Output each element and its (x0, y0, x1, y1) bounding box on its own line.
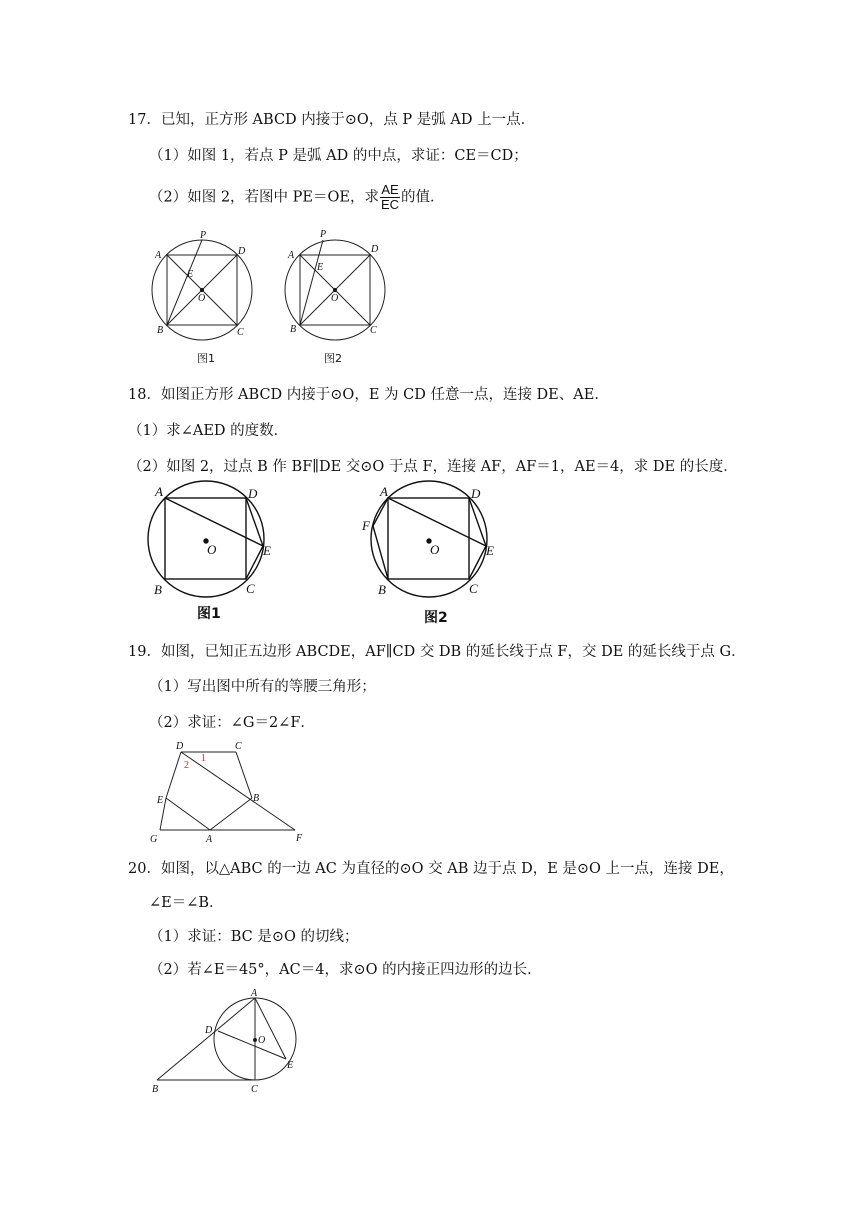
label-B: B (290, 324, 297, 335)
label-A: A (206, 834, 213, 845)
fig-caption: 图1 (197, 352, 215, 365)
q18-part1: （1）求∠AED 的度数． (128, 423, 289, 439)
label-O: O (207, 542, 217, 557)
label-C: C (246, 581, 255, 596)
label-B: B (152, 1084, 159, 1095)
label-D: D (238, 246, 246, 257)
label-O: O (258, 1035, 266, 1046)
q17-fraction: $\frac{AE}{EC}$ (380, 182, 400, 212)
label-E: E (287, 1060, 294, 1071)
label-F: F (362, 518, 370, 533)
label-F: F (296, 833, 303, 844)
label-A: A (380, 484, 388, 499)
label-E: E (486, 543, 494, 558)
q20-part1: （1）求证：BC 是⊙O 的切线； (149, 929, 359, 945)
angle-label-2: 2 (184, 760, 189, 771)
label-E: E (157, 795, 164, 806)
q17-stem: 17．已知，正方形 ABCD 内接于⊙O，点 P 是弧 AD 上一点． (128, 112, 536, 128)
q19-part1: （1）写出图中所有的等腰三角形； (149, 679, 376, 695)
label-C: C (235, 741, 242, 752)
q18-stem: 18．如图正方形 ABCD 内接于⊙O，E 为 CD 任意一点，连接 DE、AE． (128, 387, 609, 403)
label-B: B (253, 793, 260, 804)
fig-caption: 图2 (424, 610, 448, 626)
label-B: B (378, 582, 386, 597)
label-P: P (320, 229, 327, 240)
label-C: C (370, 325, 377, 336)
label-A: A (155, 484, 163, 499)
label-P: P (200, 230, 207, 241)
label-D: D (205, 1025, 213, 1036)
q20-stem-line2: ∠E＝∠B． (149, 895, 224, 911)
q18-part2: （2）如图 2，过点 B 作 BF∥DE 交⊙O 于点 F，连接 AF，AF＝1，AE＝4，求 DE 的长度． (128, 459, 738, 475)
fig-caption: 图2 (324, 352, 342, 365)
fig-caption: 图1 (197, 606, 221, 622)
label-C: C (251, 1084, 258, 1095)
label-E: E (317, 262, 324, 273)
label-C: C (237, 327, 244, 338)
q17-part1: （1）如图 1，若点 P 是弧 AD 的中点，求证：CE＝CD； (149, 148, 528, 164)
label-D: D (248, 486, 258, 501)
label-D: D (176, 741, 184, 752)
q17-part2: （2）如图 2，若图中 PE＝OE，求 $\frac{AE}{EC}$ 的值． (149, 182, 445, 212)
label-A: A (251, 988, 258, 999)
label-A: A (288, 250, 295, 261)
label-D: D (371, 244, 379, 255)
label-C: C (469, 581, 478, 596)
q20-stem-line1: 20．如图，以△ABC 的一边 AC 为直径的⊙O 交 AB 边于点 D，E 是⊙O 上一点，连接 DE， (128, 861, 734, 877)
label-A: A (155, 250, 162, 261)
label-O: O (331, 293, 339, 304)
q20-part2: （2）若∠E＝45°，AC＝4，求⊙O 的内接正四边形的边长． (149, 962, 542, 978)
q19-stem: 19．如图，已知正五边形 ABCDE，AF∥CD 交 DB 的延长线于点 F，交 DE 的延长线于点 G． (128, 644, 746, 660)
angle-label-1: 1 (201, 753, 206, 764)
label-O: O (198, 293, 206, 304)
label-E: E (187, 269, 194, 280)
label-E: E (263, 543, 271, 558)
label-D: D (471, 486, 481, 501)
label-G: G (150, 834, 158, 845)
label-O: O (430, 542, 440, 557)
label-B: B (154, 582, 162, 597)
label-B: B (157, 325, 164, 336)
q19-part2: （2）求证：∠G＝2∠F． (149, 715, 315, 731)
